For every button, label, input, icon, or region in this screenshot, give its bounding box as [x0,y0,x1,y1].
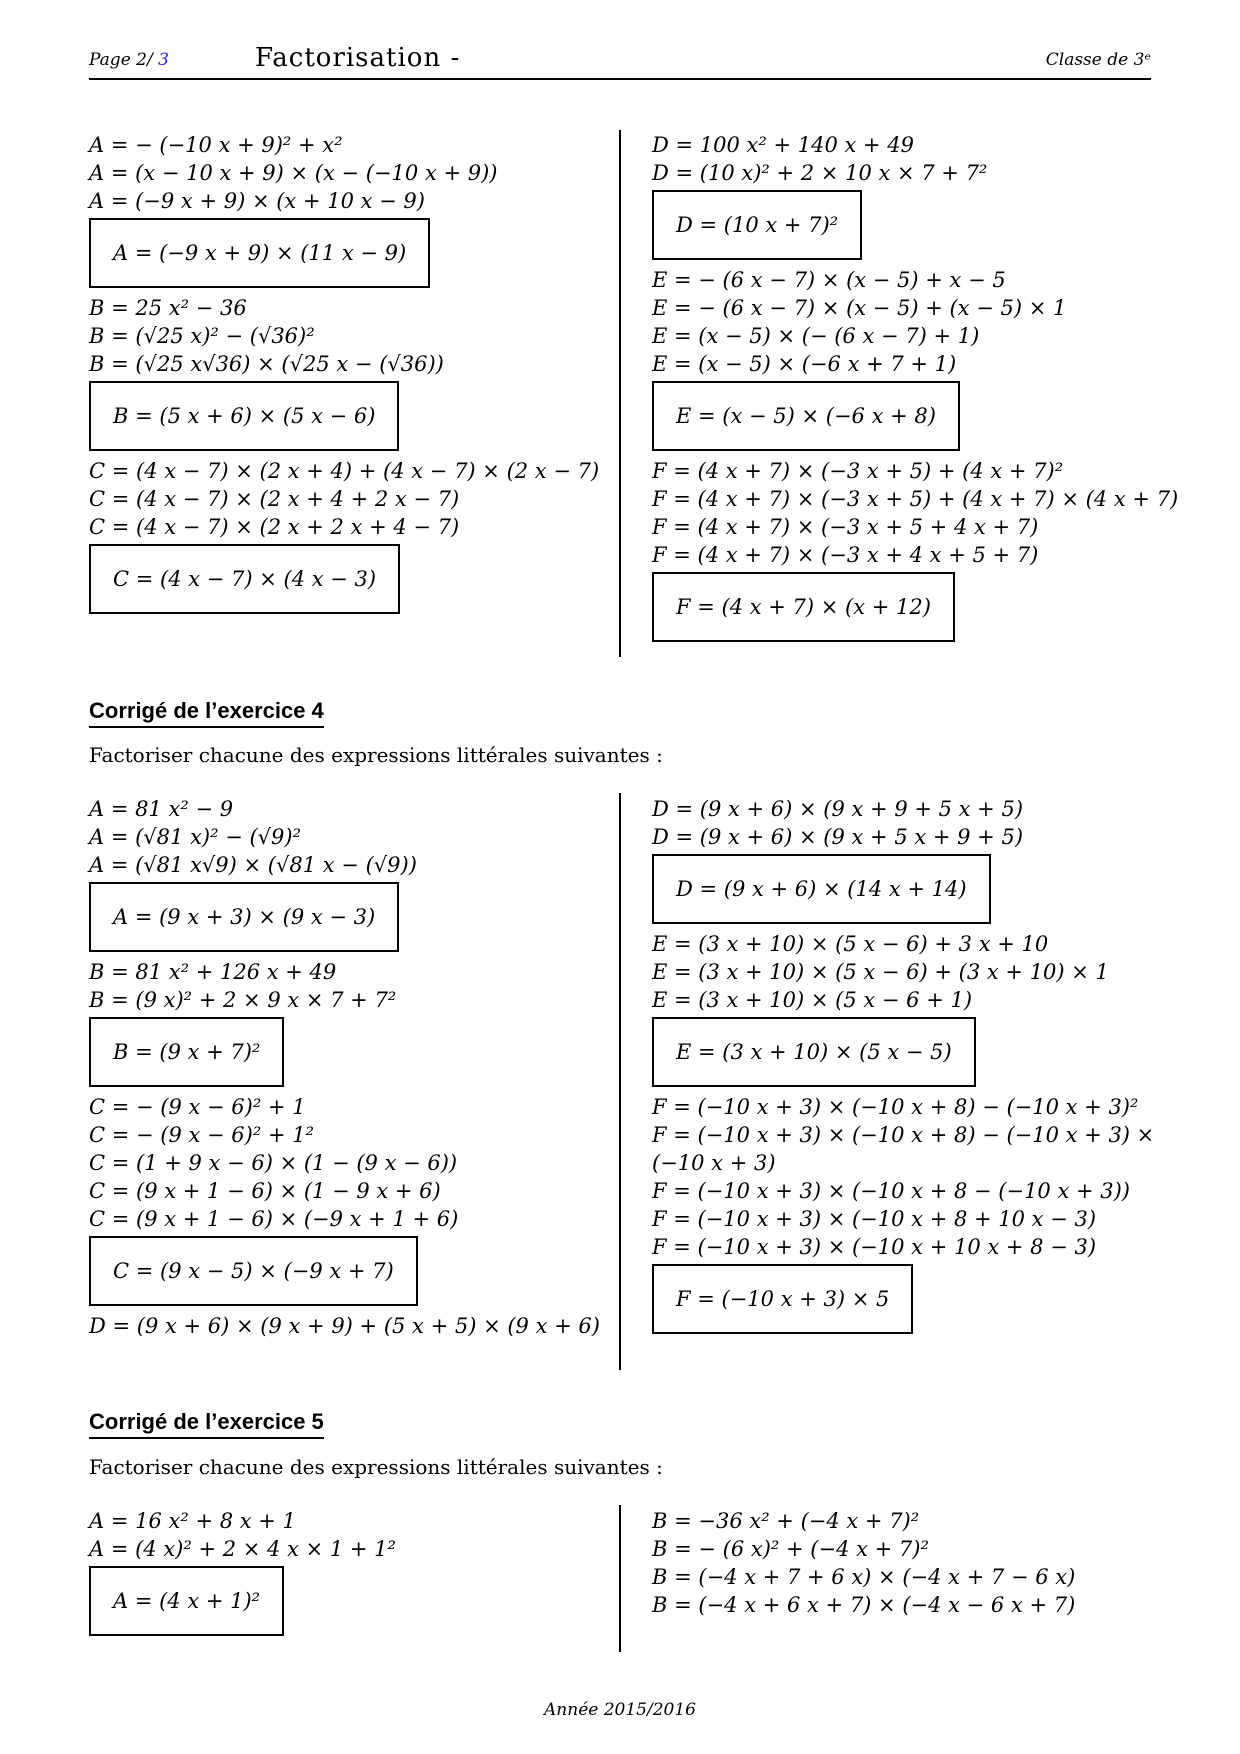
equation-line: F = (−10 x + 3) × (−10 x + 10 x + 8 − 3) [652,1235,1097,1259]
equation-line: B = 81 x² + 126 x + 49 [89,960,337,984]
factored-result: F = (−10 x + 3) × 5 [652,1264,913,1334]
equation-line: A = 16 x² + 8 x + 1 [89,1509,296,1533]
result-box [89,544,589,614]
equation-line: B = − (6 x)² + (−4 x + 7)² [652,1537,929,1561]
factored-result: A = (4 x + 1)² [89,1566,284,1636]
column-divider [619,130,621,657]
equation-line: F = (4 x + 7) × (−3 x + 5 + 4 x + 7) [652,515,1039,539]
result-box [652,572,1152,642]
equation-line: C = (4 x − 7) × (2 x + 2 x + 4 − 7) [89,515,460,539]
equation-line: E = (x − 5) × (−6 x + 7 + 1) [652,352,957,376]
factored-result: D = (10 x + 7)² [652,190,862,260]
exercise4-right-column [652,795,1155,1340]
result-box [89,882,609,952]
result-box [652,1264,1152,1334]
exercise4-intro: Factoriser chacune des expressions littérales suivantes : [89,743,663,767]
equation-line: C = (4 x − 7) × (2 x + 4 + 2 x − 7) [89,487,460,511]
equation-line: B = (√25 x)² − (√36)² [89,324,315,348]
equation-line: A = (x − 10 x + 9) × (x − (−10 x + 9)) [89,161,498,185]
equation-line: F = (−10 x + 3) × (−10 x + 8 − (−10 x + 3)) [652,1179,1130,1203]
result-box [89,381,589,451]
equation-line: C = − (9 x − 6)² + 1 [89,1095,306,1119]
equation-line: C = − (9 x − 6)² + 1² [89,1123,315,1147]
exercise4-title: Corrigé de l’exercice 4 [89,698,324,728]
page-number [89,50,169,70]
exercise4-left-column [89,795,609,1340]
equation-line: A = − (−10 x + 9)² + x² [89,133,343,157]
page-total-link[interactable]: 3 [158,50,169,70]
equation-line: F = (−10 x + 3) × (−10 x + 8) − (−10 x + 3) × [652,1123,1155,1147]
result-box [652,381,1152,451]
equation-line: A = (√81 x√9) × (√81 x − (√9)) [89,853,417,877]
equation-line: F = (4 x + 7) × (−3 x + 5) + (4 x + 7) × (4 x + 7) [652,487,1179,511]
factored-result: C = (4 x − 7) × (4 x − 3) [89,544,400,614]
equation-line: B = (9 x)² + 2 × 9 x × 7 + 7² [89,988,397,1012]
equation-line: C = (9 x + 1 − 6) × (1 − 9 x + 6) [89,1179,441,1203]
equation-line: A = (√81 x)² − (√9)² [89,825,302,849]
header-divider [89,78,1151,80]
factored-result: E = (x − 5) × (−6 x + 8) [652,381,960,451]
factored-result: D = (9 x + 6) × (14 x + 14) [652,854,991,924]
equation-line: D = (9 x + 6) × (9 x + 9 + 5 x + 5) [652,797,1024,821]
equation-line: E = (3 x + 10) × (5 x − 6) + (3 x + 10) × 1 [652,960,1109,984]
equation-line: A = (−9 x + 9) × (x + 10 x − 9) [89,189,425,213]
factored-result: E = (3 x + 10) × (5 x − 5) [652,1017,976,1087]
exercise3-right-column [652,131,1179,648]
footer-year: Année 2015/2016 [544,1700,696,1720]
exercise5-right-column [652,1507,1152,1619]
equation-line: D = (10 x)² + 2 × 10 x × 7 + 7² [652,161,988,185]
document-title: Factorisation - [255,43,461,73]
equation-line: F = (−10 x + 3) × (−10 x + 8 + 10 x − 3) [652,1207,1097,1231]
result-box [89,1017,609,1087]
exercise5-left-column [89,1507,589,1642]
class-label: Classe de 3ᵉ [1045,50,1151,70]
exercise3-left-column [89,131,600,620]
factored-result: A = (−9 x + 9) × (11 x − 9) [89,218,430,288]
equation-line: B = −36 x² + (−4 x + 7)² [652,1509,920,1533]
equation-line: C = (1 + 9 x − 6) × (1 − (9 x − 6)) [89,1151,458,1175]
equation-line: F = (4 x + 7) × (−3 x + 5) + (4 x + 7)² [652,459,1064,483]
result-box [652,1017,1152,1087]
result-box [89,1566,589,1636]
equation-line: D = (9 x + 6) × (9 x + 9) + (5 x + 5) × (9 x + 6) [89,1314,600,1338]
result-box [652,190,1152,260]
result-box [652,854,1152,924]
equation-line: C = (4 x − 7) × (2 x + 4) + (4 x − 7) × (2 x − 7) [89,459,600,483]
equation-line: B = 25 x² − 36 [89,296,247,320]
factored-result: B = (9 x + 7)² [89,1017,284,1087]
column-divider [619,793,621,1370]
factored-result: B = (5 x + 6) × (5 x − 6) [89,381,399,451]
equation-line: (−10 x + 3) [652,1151,776,1175]
equation-line: F = (4 x + 7) × (−3 x + 4 x + 5 + 7) [652,543,1039,567]
exercise5-intro: Factoriser chacune des expressions littérales suivantes : [89,1455,663,1479]
equation-line: E = (3 x + 10) × (5 x − 6) + 3 x + 10 [652,932,1049,956]
equation-line: D = (9 x + 6) × (9 x + 5 x + 9 + 5) [652,825,1024,849]
factored-result: C = (9 x − 5) × (−9 x + 7) [89,1236,418,1306]
equation-line: B = (−4 x + 7 + 6 x) × (−4 x + 7 − 6 x) [652,1565,1076,1589]
exercise5-title: Corrigé de l’exercice 5 [89,1409,324,1439]
column-divider [619,1505,621,1652]
page-prefix: Page 2/ [89,50,159,70]
equation-line: E = (x − 5) × (− (6 x − 7) + 1) [652,324,980,348]
equation-line: A = (4 x)² + 2 × 4 x × 1 + 1² [89,1537,396,1561]
equation-line: E = (3 x + 10) × (5 x − 6 + 1) [652,988,973,1012]
factored-result: F = (4 x + 7) × (x + 12) [652,572,955,642]
equation-line: B = (√25 x√36) × (√25 x − (√36)) [89,352,444,376]
equation-line: A = 81 x² − 9 [89,797,234,821]
equation-line: B = (−4 x + 6 x + 7) × (−4 x − 6 x + 7) [652,1593,1076,1617]
result-box [89,1236,609,1306]
result-box [89,218,589,288]
equation-line: D = 100 x² + 140 x + 49 [652,133,915,157]
equation-line: E = − (6 x − 7) × (x − 5) + x − 5 [652,268,1006,292]
factored-result: A = (9 x + 3) × (9 x − 3) [89,882,399,952]
equation-line: E = − (6 x − 7) × (x − 5) + (x − 5) × 1 [652,296,1067,320]
equation-line: C = (9 x + 1 − 6) × (−9 x + 1 + 6) [89,1207,459,1231]
equation-line: F = (−10 x + 3) × (−10 x + 8) − (−10 x + 3)² [652,1095,1139,1119]
